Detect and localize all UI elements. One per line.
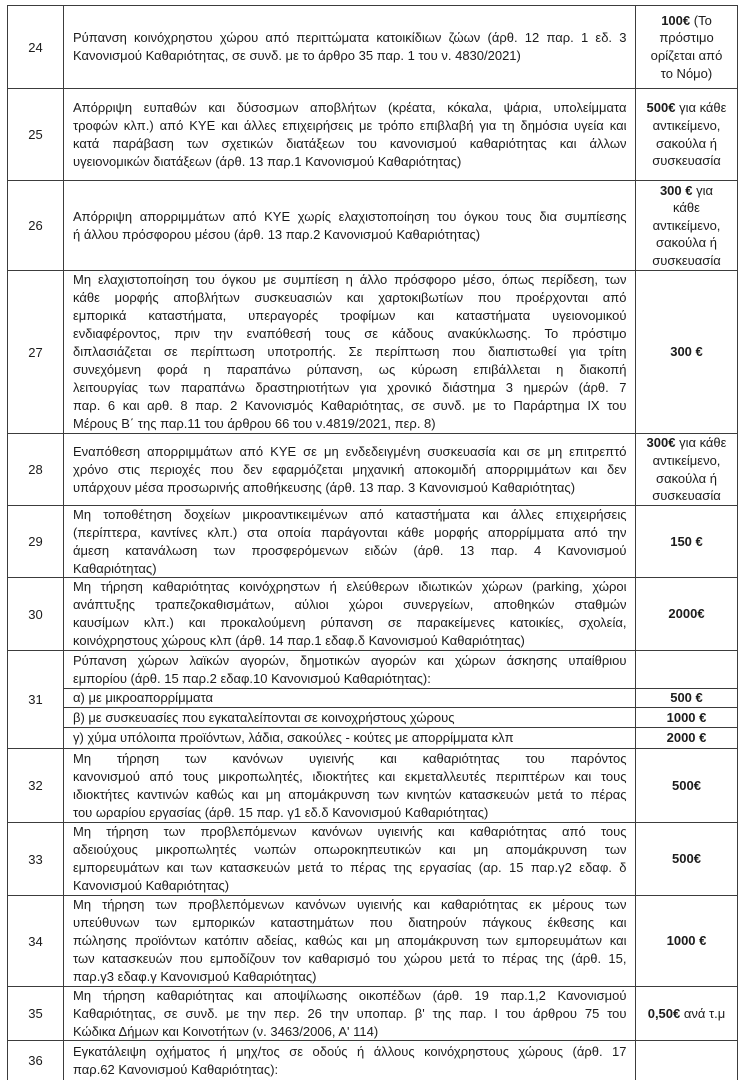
row-number: 28: [28, 462, 43, 477]
fine-note: αντικείμενο,: [652, 452, 721, 468]
fine-line: [667, 709, 707, 727]
description-line: [73, 987, 627, 1005]
description-line: [73, 271, 627, 289]
description-text: χρόνο στις περιοχές που δεν εφαρμόζεται μηχανική αποκομιδή απορριμμάτων και δεν: [73, 461, 627, 477]
description-line: [73, 729, 627, 747]
table-row: [8, 180, 737, 270]
description-line: [73, 689, 627, 707]
fine-note: ανά τ.μ: [683, 1005, 726, 1021]
fine-line: [652, 487, 721, 505]
fine-note: αντικείμενο,: [652, 117, 721, 133]
row-number: 35: [28, 1006, 43, 1021]
description-line: [73, 578, 627, 596]
fine-cell: [635, 689, 737, 707]
description-line: [73, 99, 627, 117]
fine-cell: [635, 823, 737, 895]
fine-amount: 2000€: [668, 606, 705, 622]
fine-amount: 100€: [661, 12, 691, 28]
description-line: [73, 208, 627, 226]
row-subtable: [63, 651, 737, 748]
description-line: [73, 614, 627, 632]
fine-note: συσκευασία: [652, 252, 721, 268]
row-number: 33: [28, 851, 43, 867]
description-line: [73, 343, 627, 361]
description-text: κατά παράβαση των σχετικών διατάξεων του κανονισμού καθαριότητας και άλλων: [73, 135, 627, 151]
description-text: παρ. 6 και αρθ. 8 παρ. 2 Κανονισμός Καθαριότητας, σε συνδ. με το Παράρτημα IX του: [73, 398, 627, 413]
description-text: Απόρριψη απορριμμάτων από ΚΥΕ χωρίς ελαχιστοποίηση του όγκου τους δια συμπίεσης: [73, 208, 627, 224]
description-line: [73, 596, 627, 614]
fine-amount: 1000 €: [666, 709, 707, 725]
description-text: Ρύπανση χώρων λαϊκών αγορών, δημοτικών αγορών και χώρων άσκησης υπαίθριου: [73, 652, 627, 668]
table-row: [8, 505, 737, 577]
description-line: [73, 750, 627, 768]
description-text: του ωραρίου εργασίας (άρθ. 15 παρ. γ1 εδ.δ Κανονισμού Καθαριότητας): [73, 804, 489, 820]
description-text: Μη ελαχιστοποίηση του όγκου με συμπίεση η άλλο πρόσφορο μέσο, όπως περίδεση, των: [73, 272, 627, 287]
fine-amount: 150 €: [670, 533, 703, 549]
fine-line: [656, 470, 717, 488]
description-line: [73, 325, 627, 343]
fine-amount: 2000 €: [666, 730, 707, 746]
description-line: [73, 47, 627, 65]
fine-amount: 500€: [672, 851, 701, 867]
description-text: Μέρους Β΄ της παρ.11 του άρθρου 66 του ν.4819/2021, περ. 8): [73, 416, 436, 431]
row-description: [63, 578, 635, 650]
description-text: υπεύθυνων των εμπορικών καταστημάτων που διατηρούν πάγκους έκθεσης και: [73, 915, 627, 930]
fine-line: [653, 452, 721, 470]
description-line: [73, 841, 627, 859]
table-row: [8, 748, 737, 822]
description-line: [73, 932, 627, 950]
description-text: υπάρχουν μέσα προσωρινής αποθήκευσης (άρθ. 13 παρ. 3 Κανονισμού Καθαριότητας): [73, 479, 576, 495]
row-number: 31: [28, 692, 43, 707]
description-line: [73, 632, 627, 650]
description-line: [73, 652, 627, 670]
description-text: κάθε μορφής αποβλήτων συσκευασιών και χαρτοκιβωτίων που προέρχονται από: [73, 290, 627, 305]
sub-row: [63, 688, 737, 707]
fine-line: [647, 434, 727, 452]
description-line: [73, 135, 627, 153]
description-text: Μη τήρηση των κανόνων υγιεινής και καθαριότητας του παρόντος: [73, 750, 627, 766]
description-line: [73, 361, 627, 379]
fine-note: (Το: [693, 12, 712, 28]
description-text: Κανονισμού Καθαριότητας, σε συνδ. με το άρθρο 35 παρ. 1 του ν. 4830/2021): [73, 48, 521, 63]
description-text: τροφών κλπ.) από ΚΥΕ και άλλες επιχειρήσεις με τρόπο επιβλαβή για τη δημόσια υγεία και: [73, 117, 627, 133]
fine-line: [647, 99, 727, 117]
fine-amount: 500€: [672, 777, 701, 793]
row-number: 26: [28, 218, 43, 233]
fine-cell: [635, 728, 737, 748]
description-line: [73, 524, 627, 542]
description-text: Μη τήρηση των προβλεπόμενων κανόνων υγιεινής και καθαριότητας από τους: [73, 824, 627, 839]
description-line: [73, 786, 627, 804]
table-row: [8, 1040, 737, 1080]
description-line: [73, 226, 627, 244]
fine-note: για κάθε: [679, 100, 727, 116]
row-number: 25: [28, 127, 43, 142]
description-line: [73, 117, 627, 135]
fine-cell: [635, 6, 737, 88]
description-line: [73, 1043, 627, 1061]
fine-line: [670, 533, 703, 551]
fine-cell: [635, 987, 737, 1040]
sub-row-description: [63, 708, 635, 727]
sub-row-description: [63, 689, 635, 707]
description-line: [73, 823, 627, 841]
fine-cell: [635, 1041, 737, 1080]
description-text: εμπορικά καταστήματα, υπεραγορές τροφίμων και καταστήματα υγειονομικού: [73, 308, 627, 323]
fine-note: το Νόμο): [660, 65, 713, 81]
description-text: παρ.62 Κανονισμού Καθαριότητας):: [73, 1061, 279, 1077]
table-row: [8, 577, 737, 650]
fine-line: [648, 1005, 726, 1023]
row-description: [63, 896, 635, 986]
fine-line: [673, 199, 700, 217]
row-description: [63, 434, 635, 505]
sub-row: [63, 707, 737, 727]
fine-line: [667, 932, 707, 950]
fine-line: [672, 777, 701, 795]
description-text: εμπορίου (άρθ. 15 παρ.2 εδαφ.10 Κανονισμού Καθαριότητας):: [73, 670, 431, 686]
description-line: [73, 479, 627, 497]
description-text: Μη τοποθέτηση δοχείων μικροαντικειμένων από καταστήματα και άλλες επιχειρήσεις: [73, 506, 627, 522]
fine-cell: [635, 181, 737, 270]
row-description: [63, 749, 635, 822]
description-text: Καθαριότητας): [73, 560, 157, 576]
fine-cell: [635, 434, 737, 505]
row-description: [63, 6, 635, 88]
description-text: κανονισμού από τους μικροπωλητές, ιδιοκτήτες και εκμεταλλευτές περιπτέρων και τους: [73, 768, 627, 784]
row-description: [63, 651, 635, 688]
fine-amount: 300€: [646, 435, 676, 451]
description-line: [73, 461, 627, 479]
description-text: Κανονισμού Καθαριότητας): [73, 878, 230, 893]
fine-line: [659, 29, 713, 47]
description-line: [73, 289, 627, 307]
row-description: [63, 823, 635, 895]
table-row: [8, 895, 737, 986]
description-text: κοινόχρηστους χώρους κλπ (άρθ. 14 παρ.1 εδαφ.δ Κανονισμού Καθαριότητας): [73, 633, 525, 648]
fine-line: [660, 182, 713, 200]
fine-amount: 300 €: [659, 182, 693, 198]
description-line: [73, 670, 627, 688]
fine-cell: [635, 708, 737, 727]
row-number: 24: [28, 39, 43, 55]
fine-line: [656, 234, 717, 252]
sub-row-label: α) με μικροαπορρίμματα: [73, 690, 214, 705]
sub-row-label: γ) χύμα υπόλοιπα προϊόντων, λάδια, σακούλες - κούτες με απορρίμματα κλπ: [73, 730, 514, 745]
fine-cell: [635, 578, 737, 650]
description-line: [73, 768, 627, 786]
row-number: 34: [28, 933, 43, 949]
fine-line: [661, 12, 712, 30]
fine-cell: [635, 896, 737, 986]
fine-note: σακούλα ή: [656, 135, 717, 151]
description-text: Ρύπανση κοινόχρηστου χώρου από περιττώματα κατοικίδιων ζώων (άρθ. 12 παρ. 1 εδ. 3: [73, 30, 627, 45]
fine-line: [668, 605, 704, 623]
description-text: παρ.γ3 εδαφ.γ Κανονισμού Καθαριότητας): [73, 969, 317, 984]
fine-amount: 500€: [646, 100, 676, 116]
row-number: 29: [28, 534, 43, 549]
fine-note: σακούλα ή: [656, 235, 717, 251]
fine-note: κάθε: [673, 200, 700, 216]
description-text: ενδιαφέροντος, πριν την εναπόθεσή τους σε κάδους ανακύκλωσης. Το πρόστιμο: [73, 326, 627, 341]
fine-cell: [635, 651, 737, 688]
fine-line: [653, 117, 721, 135]
description-text: ανάπτυξης τραπεζοκαθισμάτων, αύλιοι χώροι συνεργείων, αποθηκών σταθμών: [73, 597, 627, 612]
description-line: [73, 877, 627, 895]
description-text: Εναπόθεση απορριμμάτων από ΚΥΕ σε μη ενδεδειγμένη συσκευασία και σε μη επιτρεπτό: [73, 443, 627, 459]
description-text: των κατασκευών που εμποδίζουν τον καθαρισμό του χώρου μετά το πέρας της (άρθ. 15,: [73, 951, 627, 966]
description-line: [73, 1023, 627, 1041]
fine-line: [670, 689, 703, 707]
fine-amount: 0,50€: [647, 1005, 681, 1021]
fine-line: [652, 152, 721, 170]
description-text: Εγκατάλειψη οχήματος ή μηχ/τος σε οδούς ή άλλους κοινόχρηστους χώρους (άρθ. 17: [73, 1043, 627, 1059]
description-text: ιδιοκτήτες καντινών καθώς και μη απομάκρυνση των κινητών κατασκευών μετά το πέρας: [73, 786, 627, 802]
description-line: [73, 896, 627, 914]
fine-cell: [635, 271, 737, 433]
description-text: Καθαριότητας, σε συνδ. με την περ. 26 την υποπαρ. β' της παρ. Ι του άρθρου 75 του: [73, 1005, 627, 1021]
fine-line: [661, 65, 712, 83]
row-number: 27: [28, 344, 43, 360]
row-number: 36: [28, 1053, 43, 1068]
table-row: [8, 822, 737, 895]
description-text: αδειούχους μικροπωλητές νωπών οπωροκηπευτικών και μη απομάκρυνση των: [73, 842, 627, 857]
fine-note: για: [696, 182, 714, 198]
fine-note: αντικείμενο,: [652, 217, 721, 233]
row-number: 32: [28, 778, 43, 793]
description-line: [73, 542, 627, 560]
fine-cell: [635, 749, 737, 822]
table-row: [8, 650, 737, 748]
description-line: [73, 560, 627, 578]
sub-row-intro: [63, 651, 737, 688]
row-number: 30: [28, 606, 43, 622]
fine-note: ορίζεται από: [650, 48, 723, 63]
fine-cell: [635, 89, 737, 180]
description-text: εμπορευμάτων και των κατασκευών μετά το πέρας της εργασίας (αρ. 15 παρ.γ2 εδαφ. δ: [73, 860, 627, 875]
row-description: [63, 987, 635, 1040]
description-line: [73, 950, 627, 968]
description-text: Μη τήρηση των προβλεπόμενων κανόνων υγιεινής και καθαριότητας εκ μέρους των: [73, 897, 627, 912]
description-line: [73, 307, 627, 325]
row-description: [63, 1041, 635, 1080]
fine-note: συσκευασία: [652, 488, 721, 504]
sub-row: [63, 727, 737, 748]
description-line: [73, 29, 627, 47]
description-text: πώλησης προϊόντων κατόπιν αδείας, καθώς και μη απομάκρυνση των εμπορευμάτων και: [73, 933, 627, 948]
fine-amount: 1000 €: [666, 933, 707, 949]
fine-cell: [635, 506, 737, 577]
fine-amount: 500 €: [670, 690, 703, 706]
sub-row-label: β) με συσκευασίες που εγκαταλείπονται σε κοινοχρήστους χώρους: [73, 709, 455, 725]
description-text: καυσίμων κλπ.) και προκαλούμενη ρύπανση σε παρακείμενες κατοικίες, σχολεία,: [73, 615, 627, 630]
description-line: [73, 804, 627, 822]
description-text: άμεση κατανάλωση των προσφερόμενων ειδών (άρθ. 13 παρ. 4 Κανονισμού: [73, 542, 627, 558]
table-row: [8, 5, 737, 88]
description-line: [73, 914, 627, 932]
row-description: [63, 506, 635, 577]
description-line: [73, 968, 627, 986]
description-text: διπλασιάζεται σε περίπτωση υποτροπής. Σε περίπτωση που διαπιστωθεί για τρίτη: [73, 344, 627, 359]
description-text: Κώδικα Δήμων και Κοινοτήτων (ν. 3463/2006, Α' 114): [73, 1023, 379, 1039]
description-line: [73, 415, 627, 433]
description-text: υγειονομικών διατάξεων (άρθ. 13 παρ.1 Κανονισμού Καθαριότητας): [73, 153, 462, 169]
description-text: συνεχόμενη φορά η παραπάνω ρύπανση, ως κύρωση επιβάλλεται η διακοπή: [73, 362, 627, 377]
fine-note: πρόστιμο: [659, 30, 714, 46]
description-line: [73, 506, 627, 524]
fine-note: για κάθε: [679, 435, 727, 451]
description-line: [73, 397, 627, 415]
description-text: ή άλλου πρόσφορου μέσου (άρθ. 13 παρ.2 Κανονισμού Καθαριότητας): [73, 226, 481, 242]
description-line: [73, 153, 627, 171]
table-row: [8, 433, 737, 505]
row-description: [63, 181, 635, 270]
fine-line: [651, 47, 723, 65]
fine-line: [656, 135, 717, 153]
description-text: (περίπτερα, καντίνες κλπ.) στα οποία παράγονται κάθε μορφής απορρίμματα από την: [73, 524, 627, 540]
fine-amount: 300 €: [670, 344, 703, 360]
description-line: [73, 379, 627, 397]
table-row: [8, 270, 737, 433]
description-text: Μη τήρηση καθαριότητας και αποψίλωσης οικοπέδων (άρθ. 19 παρ.1,2 Κανονισμού: [73, 987, 627, 1003]
row-description: [63, 89, 635, 180]
description-line: [73, 709, 627, 727]
description-line: [73, 859, 627, 877]
table-row: [8, 88, 737, 180]
fine-note: συσκευασία: [652, 153, 721, 169]
description-line: [73, 1061, 627, 1079]
fine-line: [652, 252, 721, 270]
fine-line: [670, 343, 703, 361]
description-text: Μη τήρηση καθαριότητας κοινόχρηστων ή ελεύθερων ιδιωτικών χώρων (parking, χώροι: [73, 579, 627, 594]
fine-note: σακούλα ή: [656, 470, 717, 486]
table-row: [8, 986, 737, 1040]
description-line: [73, 443, 627, 461]
description-text: Απόρριψη ευπαθών και δύσοσμων αποβλήτων (κρέατα, κόκαλα, ψάρια, υπολείμματα: [73, 99, 627, 115]
sub-row-description: [63, 728, 635, 748]
fine-line: [672, 850, 701, 868]
fine-line: [653, 217, 721, 235]
fine-line: [667, 729, 707, 747]
description-text: λειτουργίας των παραπάνω δραστηριοτήτων για χρονικό διάστημα 3 ημερών (άρθ. 7: [73, 380, 627, 395]
row-description: [63, 271, 635, 433]
fines-table: [7, 5, 738, 1080]
description-line: [73, 1005, 627, 1023]
